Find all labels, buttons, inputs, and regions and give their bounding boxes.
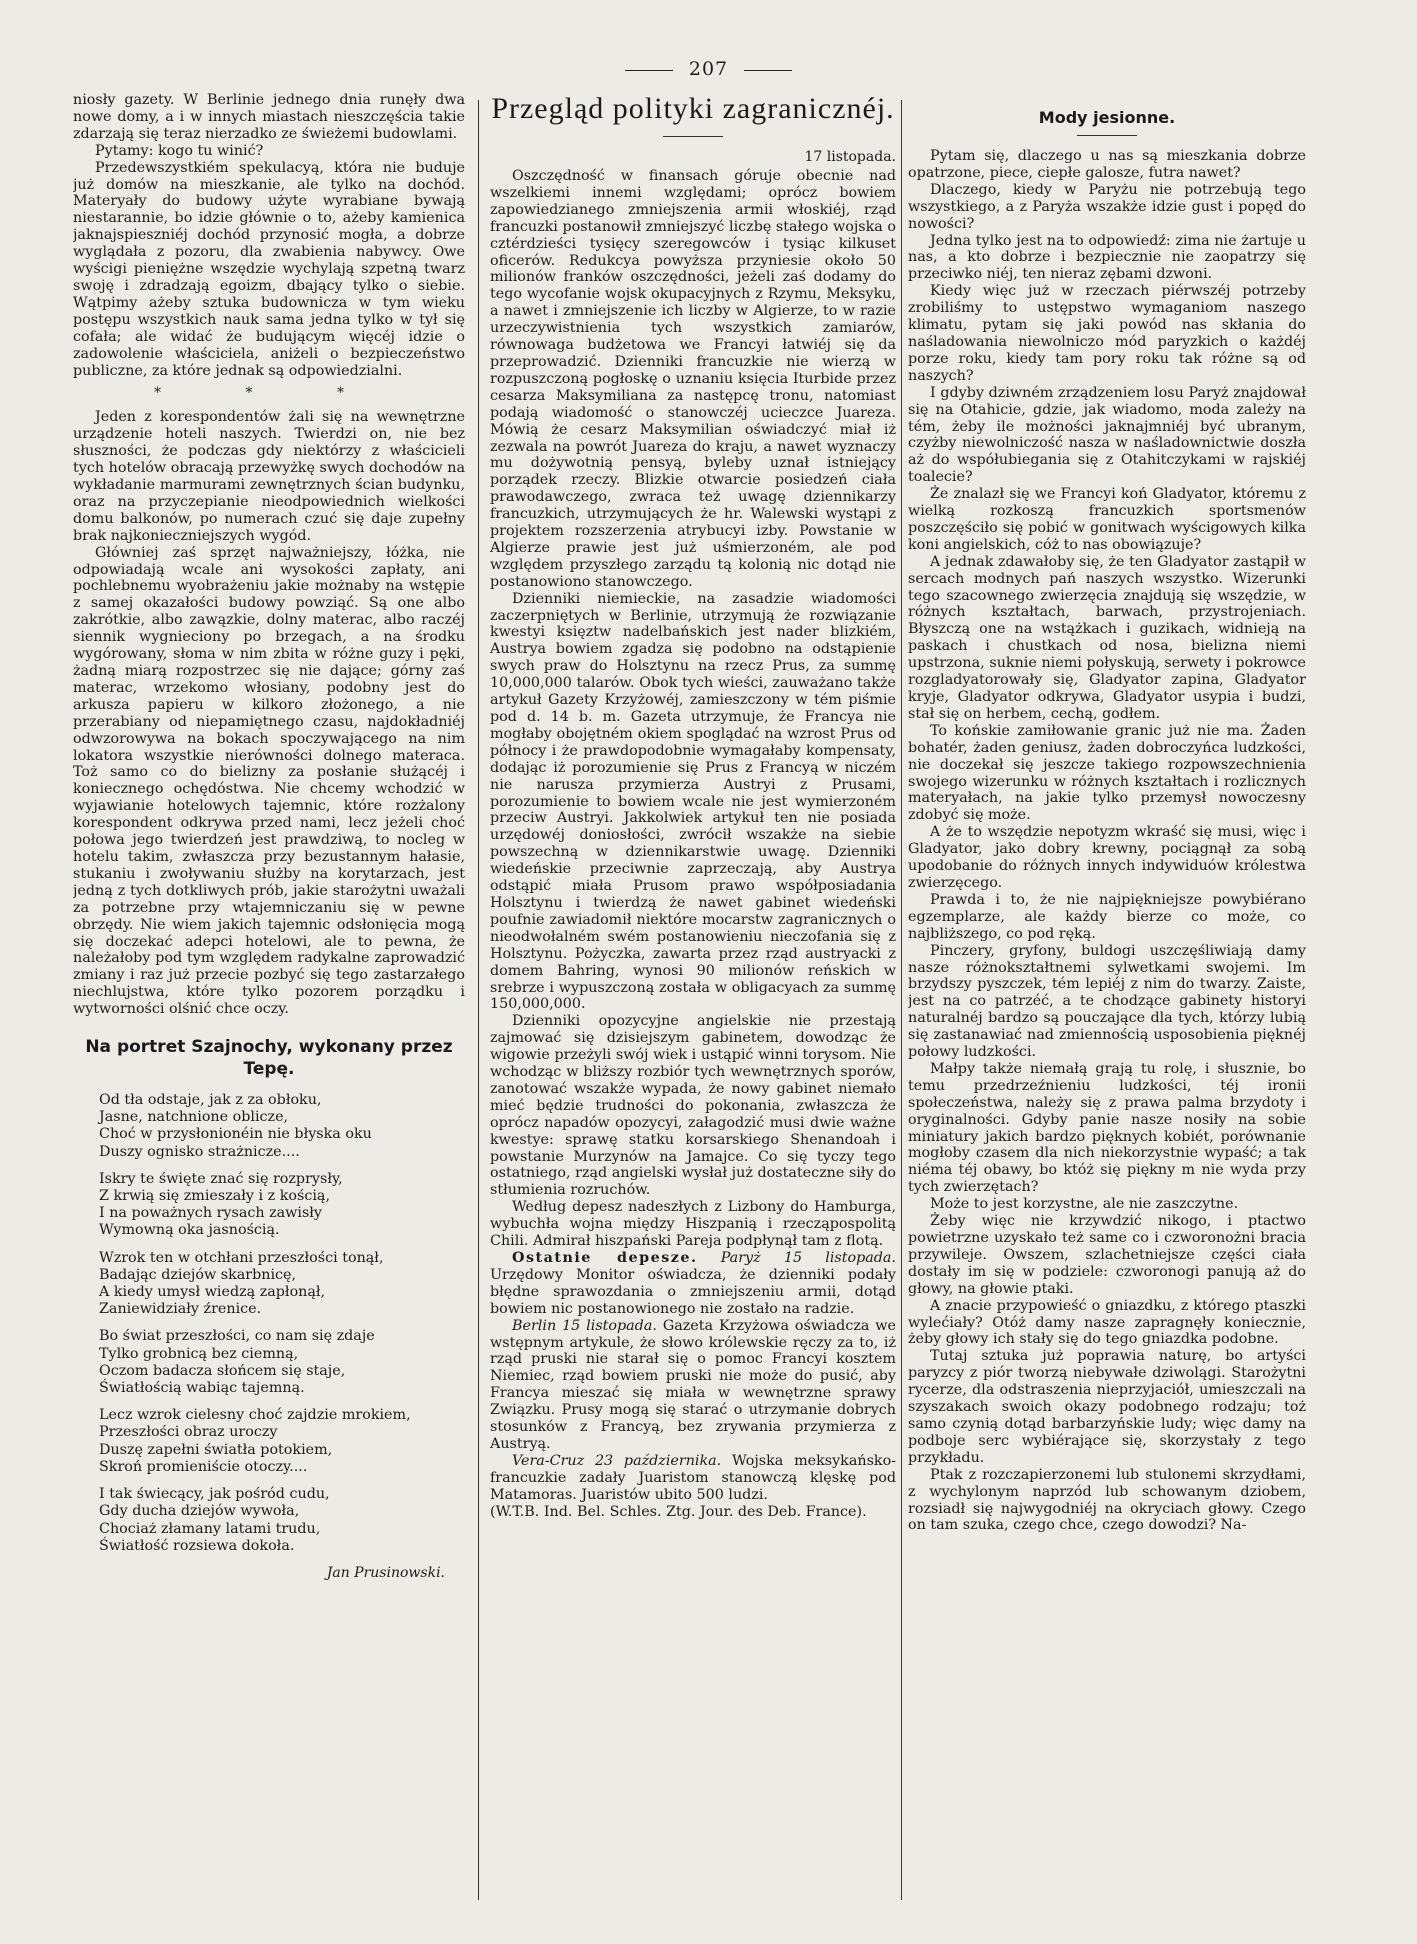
poem-line: Bo świat przeszłości, co nam się zdaje	[99, 1328, 375, 1345]
article-paragraph: Według depesz nadeszłych z Lizbony do Hamburga, wybuchła wojna między Hiszpanią i rzecząpospolitą Chili. Admirał hiszpański Pareja podpłynął tam z flotą.	[490, 1199, 896, 1250]
dispatch-text: Urzędowy Monitor oświadcza, że dzienniki podały błędne sprawozdania o zmniejszeniu armii, dotąd bowiem nic postanowionego nie zostało na radzie.	[490, 1266, 896, 1317]
poem-line: Duszę zapełni światła potokiem,	[99, 1441, 333, 1458]
poem-stanza	[99, 1250, 465, 1319]
dispatch-place: Paryż 15 listopada.	[720, 1250, 896, 1266]
article-paragraph: Że znalazł się we Francyi koń Gladyator, któremu z wielką rozkoszą francuzkich sportsmenów poszczęściło się pobić w gonitwach wyścigowych kilka koni angielskich, cóż to nas obowiązuje?	[908, 486, 1306, 553]
article-paragraph: Małpy także niemałą grają tu rolę, i słusznie, bo temu przedrzeźnieniu ludzkości, téj ironii społeczeństwa, należy się z prawa palma brzydoty i oryginalności. Gdyby panie nasze nosiły na sobie miniatury jakich bardzo pięknych kobiét, porównanie mogłoby czasem dla nich niekorzystnie wypaść; a tak niéma téj obawy, bo któż się piękny m nie wyda przy tych zwierzętach?	[908, 1060, 1306, 1196]
poem-line: A kiedy umysł wiedzą zapłonął,	[99, 1284, 326, 1301]
article-paragraph: A znacie przypowieść o gniazdku, z którego ptaszki wylećiały? Otóż damy nasze zapragnęły koniecznie, żeby głowy ich stały się do tego gniazdka podobne.	[908, 1297, 1306, 1348]
dispatch-place: Berlin 15 listopada.	[512, 1317, 657, 1334]
article-paragraph: Pinczery, gryfony, buldogi uszczęśliwiają damy nasze różnokształtnemi sylwetkami swojemi. Im brzydszy pyszczek, tém lepiéj z nim do twarzy. Zaiste, jest na co patrzéć, a te chodzące gabinety historyi naturalnéj bardzo są pouczające dla tych, którzy lubią się zastanawiać nad zmiennością usposobienia pięknéj połowy ludzkości.	[908, 942, 1306, 1061]
dispatch-place: Vera-Cruz 23 października.	[512, 1452, 722, 1469]
poem-line: Od tła odstaje, jak z za obłoku,	[99, 1092, 322, 1109]
poem-line: Gdy ducha dziejów wywoła,	[99, 1503, 300, 1520]
dispatch-text: Wojska meksykańsko-francuzkie zadały Juaristom stanowczą klęskę pod Matamoras. Juaristów ubito 500 ludzi.	[490, 1452, 896, 1503]
poem-stanza	[99, 1407, 465, 1476]
article-paragraph: Oszczędność w finansach góruje obecnie nad wszelkiemi innemi względami; oprócz bowiem zapowiedzianego zmniejszenia armii włoskiéj, rząd francuzki postanowił zmniejszyć liczbę stałego wojska o cztérdzieści tysięcy szeregowców i tysiąc kilkuset oficerów. Redukcya powyższa przyniesie około 50 milionów franków oszczędności, jeżeli zaś dodamy do tego wycofanie wojsk okupacyjnych z Rzymu, Meksyku, a nawet i zmniejszenie ich liczby w Algierze, to w razie urzeczywistnienia tych wszystkich zamiarów, równowaga budżetowa we Francyi łatwiéj się da przeprowadzić. Dzienniki francuzkie nie wierzą w rozpuszczoną pogłoskę o uznaniu księcia Iturbide przez cesarza Maksymiliana za następcę tronu, natomiast podają wiadomość o stanowczéj ucieczce Juareza. Mówią że cesarz Maksymilian oświadczyć miał iż zezwala na powrót Juareza do kraju, a nawet wyznaczy mu dożywotnią pensyą, byleby uznał istniejący porządek rzeczy. Blizkie otwarcie posiedzeń ciała prawodawczego, zwraca też uwagę dziennikarzy francuzkich, utrzymujących że hr. Walewski wystąpi z projektem rozszerzenia atrybucyi izby. Powstanie w Algierze prawie jest już uśmierzoném, ale pod względem przyszłego zarządu tą kolonią nic dotąd nie postanowiono stanowczego.	[490, 168, 896, 590]
dispatch-paragraph	[490, 1453, 896, 1504]
poem-line: I na poważnych rysach zawisły	[99, 1205, 323, 1222]
poem-line: Jasne, natchnione oblicze,	[99, 1109, 289, 1126]
article-paragraph: Dzienniki niemieckie, na zasadzie wiadomości zaczerpniętych w Berlinie, utrzymują że rozwiązanie kwestyi księztw nadelbańskich jest nader blizkiém, Austrya bowiem zgadza się podobno na odstąpienie swych praw do Holsztynu na rzecz Prus, za summę 10,000,000 talarów. Obok tych wieści, zauważano także artykuł Gazety Krzyżowéj, zamieszczony w tém piśmie pod d. 14 b. m. Gazeta utrzymuje, że Francya nie mogłaby obojętném okiem spoglądać na wzrost Prus od północy i że prawdopodobnie wymagałaby kompensaty, dodając iż porozumienie się Prus z Francyą w niczém nie narusza przymierza Austryi z Prusami, porozumienie to bowiem wcale nie jest wymierzoném przeciw Austryi. Jakkolwiek artykuł ten nie posiada urzędowéj doniosłości, zwrócił wszakże na siebie powszechną w dziennikarstwie uwagę. Dzienniki wiedeńskie przeciwnie zaprzeczają, aby Austrya odstąpić miała Prusom prawo współposiadania Holsztynu i twierdzą że nawet gabinet wiedeński poufnie zawiadomił niektóre mocarstw zagranicznych o nieodwołalném swém postanowieniu nieczofania się z Holsztynu. Pożyczka, zawarta przez rząd austryacki z domem Bahring, wynosi 90 milionów reńskich w srebrze i wypuszczoną została w obligacyach za summę 150,000,000.	[490, 590, 896, 1013]
poem-line: Choć w przysłonionéin nie błyska oku	[99, 1126, 372, 1143]
poem-line: Zaniewidziały źrenice.	[99, 1301, 262, 1318]
column-rule-right	[901, 100, 902, 1900]
article-paragraph: Pytamy: kogo tu winić?	[95, 142, 264, 159]
poem-line: Światłość rozsiewa dokoła.	[99, 1537, 295, 1554]
section-title: Przegląd polityki zagranicznéj.	[491, 92, 895, 125]
dispatch-text: Gazeta Krzyżowa oświadcza we wstępnym artykule, że słowo królewskie ręczy za to, iż rząd pruski nie starał się o pomoc Francyi kosztem Niemiec, rząd bowiem pruski nie może do pusić, aby Francya mieszać się miała w wewnętrzne sprawy Związku. Prusy mogą się starać o utrzymanie dobrych stosunków z Francyą, bez zrywania przymierza z Austryą.	[490, 1317, 896, 1452]
article-paragraph: Dlaczego, kiedy w Paryżu nie potrzebują tego wszystkiego, a z Paryża wszakże idzie gust i popęd do nowości?	[908, 181, 1306, 232]
article-paragraph: Jedna tylko jest na to odpowiedź: zima nie żartuje u nas, a kto dobrze i bezpiecznie nie zaopatrzy się przeciwko niéj, ten nieraz zębami dzwoni.	[908, 232, 1306, 283]
article-paragraph: I gdyby dziwném zrządzeniem losu Paryż znajdował się na Otahicie, gdzie, jak wiadomo, moda zależy na tém, żeby ile możności jaknajmniéj być ubranym, czyżby niewolniczość nasza w naśladownictwie doszła aż do współubiegania się z Otahitczykami w rajskiéj toalecie?	[908, 384, 1306, 486]
poem-stanza	[99, 1092, 465, 1161]
poem-line: Duszy ognisko strażnicze....	[99, 1143, 300, 1160]
column-3	[908, 92, 1306, 1910]
article-paragraph: niosły gazety. W Berlinie jednego dnia runęły dwa nowe domy, a i w innych miastach nieszczęścia takie zdarzają się teraz nierzadko ze świeżemi budowlami.	[73, 92, 465, 142]
poem-line: Iskry te święte znać się rozprysły,	[99, 1170, 343, 1187]
poem-line: Światłością wabiąc tajemną.	[99, 1380, 305, 1397]
poem-line: Oczom badacza słońcem się staje,	[99, 1362, 346, 1379]
poem-line: Tylko grobnicą bez ciemną,	[99, 1345, 299, 1362]
article-date: 17 listopada.	[804, 149, 896, 165]
poem-line: Przeszłości obraz uroczy	[99, 1424, 278, 1441]
article-paragraph: Prawda i to, że nie najpiękniejsze powybiérano egzemplarze, ale każdy bierze co może, co najbliższego, co pod ręką.	[908, 891, 1306, 942]
column-rule-left	[478, 100, 479, 1900]
sources-line: (W.T.B. Ind. Bel. Schles. Ztg. Jour. des Deb. France).	[490, 1503, 867, 1520]
dispatch-label: Ostatnie depesze.	[512, 1250, 698, 1266]
title-rule	[1077, 135, 1137, 136]
article-paragraph: To końskie zamiłowanie granic już nie ma. Żaden bohatér, żaden geniusz, żaden dobroczyńca ludzkości, nie doczekał się jeszcze takiego rozpowszechnienia swojego wizerunku w różnych kształtach i rozlicznych materyałach, na jakie tylko przemysł nowoczesny zdobyć się może.	[908, 722, 1306, 824]
section-title: Mody jesionne.	[1038, 108, 1176, 127]
poem-author: Jan Prusinowski.	[326, 1564, 445, 1581]
poem-line: Wymowną oka jasnością.	[99, 1222, 280, 1239]
article-paragraph: A jednak zdawałoby się, że ten Gladyator zastąpił w sercach modnych pań naszych wszystko. Wizerunki tego szacownego zwierzęcia znajdują się wszędzie, w różnych kształtach, barwach, przystrojeniach. Błyszczą one na wstążkach i guzikach, widnieją na paskach i chustkach od nosa, bielizna niemi upstrzona, suknie niemi połyskują, serwety i pokrowce rozgladyatorowały się, Gladyator zapina, Gladyator kryje, Gladyator odkrywa, Gladyator usypia i budzi, stał się on herbem, cechą, godłem.	[908, 553, 1306, 722]
article-paragraph: Może to jest korzystne, ale nie zaszczytne.	[930, 1196, 1239, 1213]
poem-line: Chociaż złamany latami trudu,	[99, 1520, 321, 1537]
article-paragraph: Kiedy więc już w rzeczach piérwszéj potrzeby zrobiliśmy to ustępstwo wymaganiom naszego klimatu, pytam się jaki powód nas skłania do naśladowania niewolniczo mód paryzkich o każdéj porze roku, kiedy tam pory roku tak różne są od naszych?	[908, 283, 1306, 384]
page-number: 207	[0, 58, 1417, 80]
poem-stanza	[99, 1171, 465, 1240]
article-paragraph: Dzienniki opozycyjne angielskie nie przestają zajmować się dzisiejszym gabinetem, dowodząc że wigowie przeżyli swój wiek i ustąpić winni torysom. Nie wchodząc w bliższy rozbiór tych wewnętrznych sporów, zanotować wszakże wypada, że nowy gabinet niemało mieć będzie trudności do pokonania, zwłaszcza że oprócz napadów opozycyi, załagodzić musi dwie ważne kwestye: sprawę statku korsarskiego Shenandoah i powstanie Murzynów na Jamajce. Co się tyczy tego ostatniego, rząd angielski wysłał już dostateczne siły do stłumienia rozruchów.	[490, 1013, 896, 1199]
poem-line: Wzrok ten w otchłani przeszłości tonął,	[99, 1249, 384, 1266]
section-separator: * * *	[154, 385, 384, 402]
poem-line: I tak świecący, jak pośród cudu,	[99, 1486, 330, 1503]
column-1	[73, 92, 465, 1910]
article-paragraph: A że to wszędzie nepotyzm wkraść się musi, więc i Gladyator, jako dobry krewny, pociągnął za sobą upodobanie do różnych innych indywiduów królestwa zwierzęcego.	[908, 824, 1306, 891]
column-2	[490, 92, 896, 1910]
article-paragraph: Pytam się, dlaczego u nas są mieszkania dobrze opatrzone, piece, ciepłe galosze, futra nawet?	[908, 148, 1306, 181]
article-paragraph: Żeby więc nie krzywdzić nikogo, i ptactwo powietrzne uzyskało też same co i czworonożni bracia przywileje. Owszem, szlachetniejsze części ciała dostały im się w podziele: czworonogi panują aż do głowy, na głowie ptaki.	[908, 1213, 1306, 1297]
article-paragraph: Tutaj sztuka już poprawia naturę, bo artyści paryzcy z piór tworzą niebywałe dziwolągi. Starożytni rycerze, dla odstraszenia nieprzyjaciół, umieszczali na szyszakach swoich okazy podobnego rodzaju; toż samo czynią dotąd barbarzyńskie ludy; więc damy na podboje serc wybiérające się, skorzystały z tego przykładu.	[908, 1348, 1306, 1466]
poem-stanza	[99, 1328, 465, 1397]
poem-stanza	[99, 1486, 465, 1555]
article-paragraph: Przedewszystkiém spekulacyą, która nie buduje już domów na mieszkanie, ale tylko na dochód. Materyały do budowy użyte wyrabiane bywają niestarannie, bo idzie głównie o to, ażeby kamienica jaknajspieszniéj dochód przynosić mogła, a dobrze wyglądała z pozoru, dla zwabienia nabywcy. Owe wyścigi pieniężne wszędzie wychylają szpetną twarz swoję i zdradzają egoizm, dbający tylko o siebie. Wątpimy ażeby sztuka budownicza w tym wieku postępu wszystkich nauk sama jedna tylko w tył się cofała; ale widać że budującym więcéj idzie o zadowolenie właściciela, aniżeli o bezpieczeństwo publiczne, za które jednak są odpowiedzialni.	[73, 159, 465, 379]
dispatch-paragraph	[490, 1318, 896, 1453]
article-paragraph: Ptak z rozczapierzonemi lub stulonemi skrzydłami, z wychylonym naprzód lub schowanym dziobem, rozsiadł się najwygodniéj na okryciach głowy. Czego on tam szuka, czego chce, czego dowodzi? Na-	[908, 1466, 1306, 1534]
poem-line: Z krwią się zmieszały i z kością,	[99, 1188, 330, 1205]
article-paragraph: Jeden z korespondentów żali się na wewnętrzne urządzenie hoteli naszych. Twierdzi on, nie bez słuszności, że podczas gdy niektórzy z właścicieli tych hotelów obracają przewyżkę swych dochodów na wykładanie marmurami zewnętrznych ścian budynku, oraz na przyczepianie nieodpowiednich wielkości domu balkonów, po numerach czuć się daje zupełny brak najkonieczniejszych wygód.	[73, 409, 465, 544]
poem-line: Lecz wzrok cielesny choć zajdzie mrokiem,	[99, 1407, 411, 1424]
title-rule	[663, 136, 723, 137]
poem-title: Na portret Szajnochy, wykonany przez Tepę.	[85, 1037, 453, 1080]
article-paragraph: Główniej zaś sprzęt najważniejszy, łóżka, nie odpowiadają wcale ani wysokości zapłaty, ani pochlebnemu wyobrażeniu jakie możnaby na wstępie z samej okazałości budowy powziąć. Są one albo zakrótkie, albo zawązkie, dolny materac, albo raczéj siennik wygnieciony po brzegach, a na środku wygórowany, słoma w nim zbita w różne guzy i pęki, żadną miarą rozpostrzec się nie dające; górny zaś materac, wrzekomo włosiany, podobny jest do arkusza papieru w kilkoro złożonego, a nie przerabiany od niepamiętnego czasu, najdokładniéj odwzorowywa na bokach spoczywającego na nim lokatora wszystkie nierówności dolnego materaca. Toż samo co do bielizny za posłanie służącéj i koniecznego ochędóstwa. Nie chcemy wchodzić w wyjawianie hotelowych tajemnic, które rozżalony korespondent odkrywa przed nami, lecz jeżeli choć połowa jego twierdzeń jest prawdziwą, to nocleg w hotelu takim, zwłaszcza przy bezustannym hałasie, stukaniu i zwoływaniu służby na korytarzach, jest jedną z tych dotkliwych prób, jakie starożytni uważali za potrzebne przy wtajemniczaniu się w pewne obrzędy. Nie wiem jakich tajemnic odsłonięcia mogą się doczekać adepci hotelowi, ale to pewna, że należałoby pod tym względem radykalne zaprowadzić zmiany i raz już przecie pozbyć się tego zastarzałego niechlujstwa, które tylko pozorem porządku i wytworności olśnić chce oczy.	[73, 544, 465, 1018]
poem-line: Skroń promieniście otoczy....	[99, 1458, 308, 1475]
poem-line: Badając dziejów skarbnicę,	[99, 1266, 297, 1283]
dispatch-paragraph	[490, 1250, 896, 1318]
